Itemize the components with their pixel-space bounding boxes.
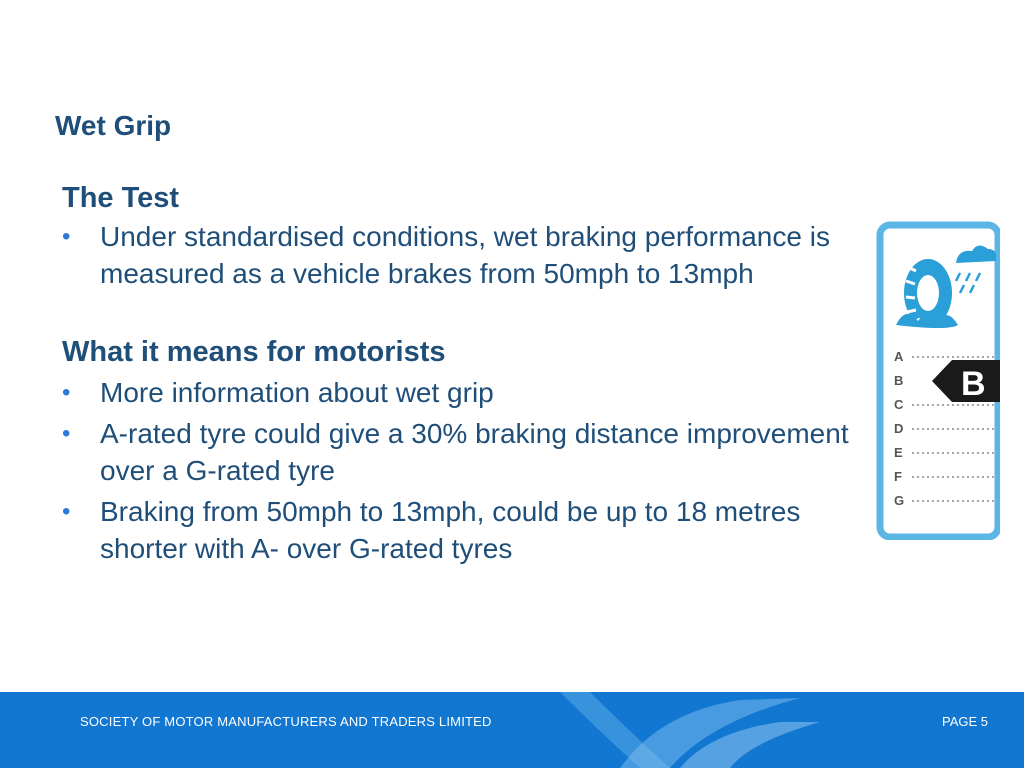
footer-bar	[0, 692, 1024, 768]
grade-letter: F	[894, 469, 902, 484]
grade-row-a	[894, 349, 904, 364]
bullet-item	[62, 374, 862, 411]
slide-content	[62, 180, 862, 567]
grade-letter: B	[894, 373, 904, 388]
bullet-icon: •	[62, 223, 71, 250]
bullet-icon: •	[62, 498, 71, 525]
section-heading-motorists: What it means for motorists	[62, 336, 446, 368]
bullet-text: Under standardised conditions, wet braking performance is measured as a vehicle brakes from 50mph to 13mph	[100, 221, 830, 289]
wet-grip-label	[876, 215, 1000, 540]
grade-letter: A	[894, 349, 904, 364]
wet-grip-label-graphic	[876, 215, 1000, 540]
bullet-text: More information about wet grip	[100, 377, 494, 408]
footer-organisation: SOCIETY OF MOTOR MANUFACTURERS AND TRADERS LIMITED	[80, 714, 492, 729]
slide-title: Wet Grip	[55, 110, 172, 141]
grade-letter: C	[894, 397, 904, 412]
the-test-bullet-list	[62, 218, 862, 292]
bullet-text: Braking from 50mph to 13mph, could be up to 18 metres shorter with A- over G-rated tyres	[100, 496, 801, 564]
bullet-item	[62, 415, 862, 489]
bullet-icon: •	[62, 379, 71, 406]
grade-letter: D	[894, 421, 904, 436]
bullet-item	[62, 218, 862, 292]
bullet-icon: •	[62, 420, 71, 447]
footer-swoosh-graphic	[560, 692, 820, 768]
footer-page-number: PAGE 5	[941, 714, 988, 729]
bullet-item	[62, 493, 862, 567]
motorists-bullet-list	[62, 374, 862, 567]
selected-grade-letter: B	[961, 365, 986, 403]
grade-letter: G	[894, 493, 905, 508]
bullet-text: A-rated tyre could give a 30% braking distance improvement over a G-rated tyre	[100, 418, 849, 486]
grade-row-b	[894, 373, 903, 388]
section-heading-the-test: The Test	[62, 182, 180, 214]
grade-letter: E	[894, 445, 903, 460]
